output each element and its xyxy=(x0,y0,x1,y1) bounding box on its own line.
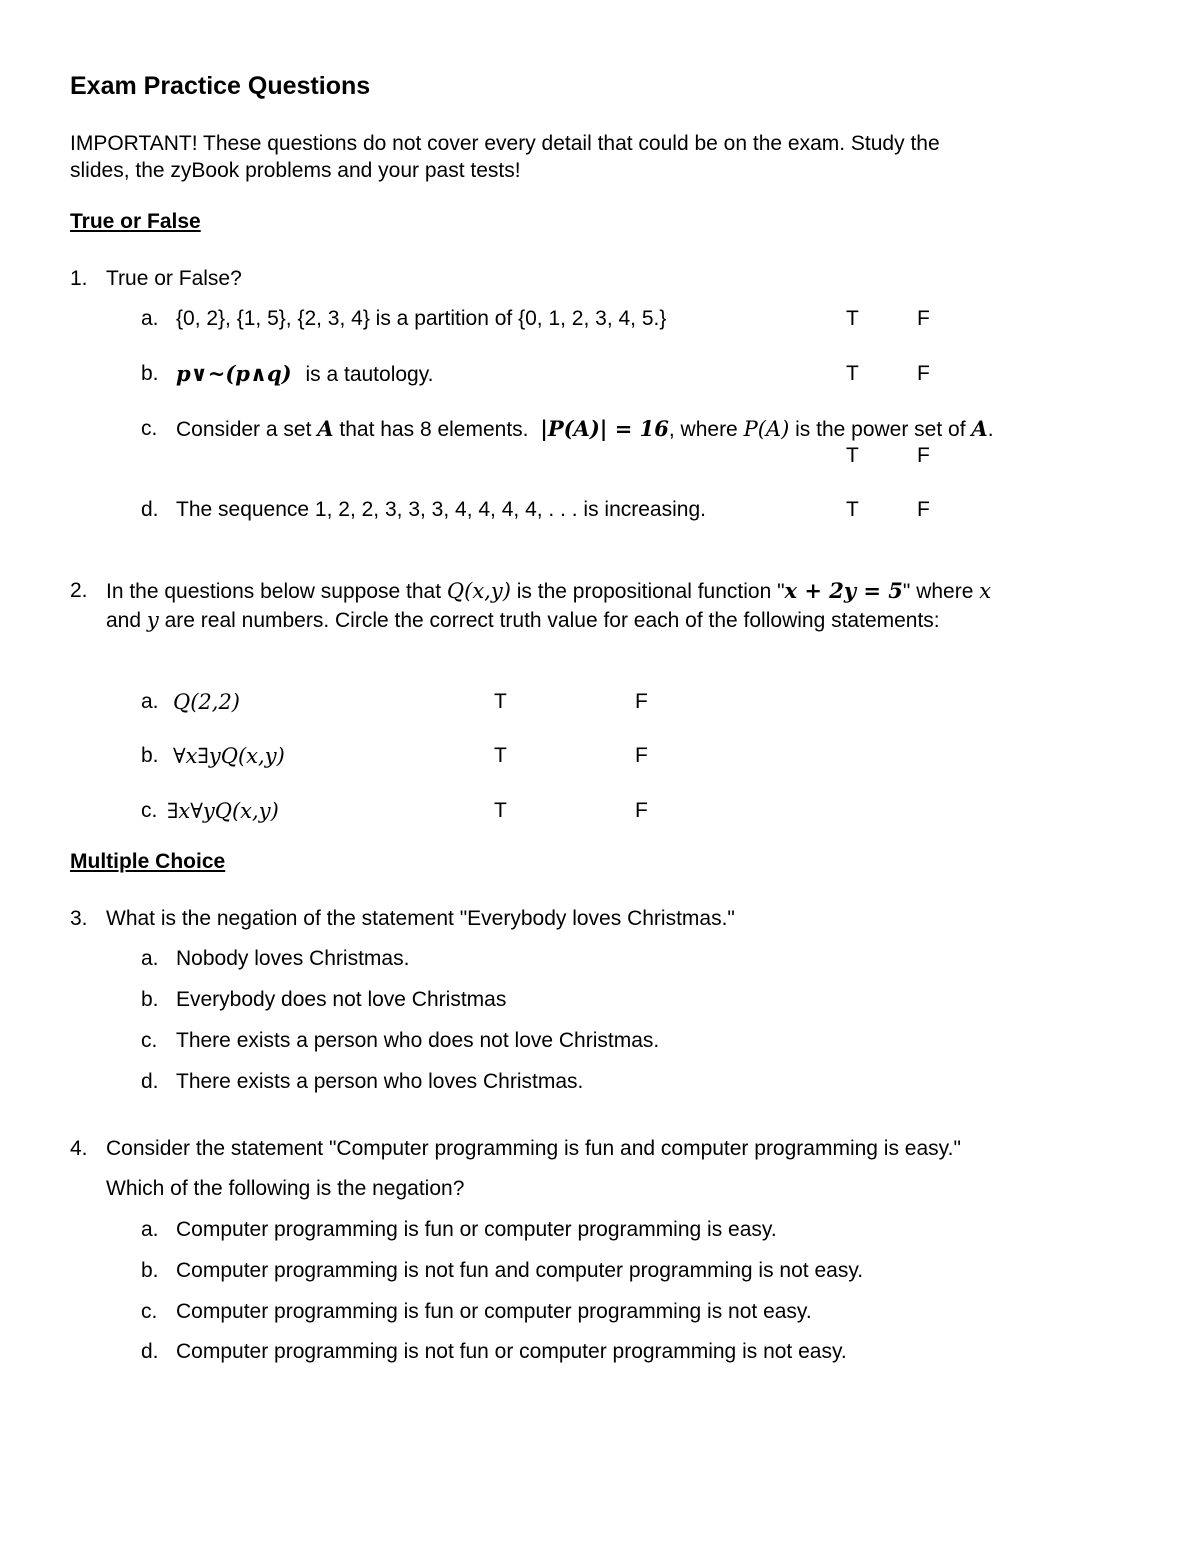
q2c-false[interactable]: F xyxy=(635,799,648,822)
q1b-formula: p∨~(p∧q) xyxy=(176,361,292,386)
question-2-line-1 xyxy=(106,577,991,606)
q1c-true[interactable]: T xyxy=(846,444,859,467)
question-2-line-2 xyxy=(106,606,940,635)
question-4-text-1: Consider the statement "Computer programming is fun and computer programming is easy." xyxy=(106,1137,961,1160)
q1c-statement xyxy=(176,415,994,444)
q4-option-letter: a. xyxy=(141,1218,159,1241)
q2-math-function: Q(x,y) xyxy=(446,579,511,603)
q1b-text: is a tautology. xyxy=(305,363,434,386)
q1c-math-set-2: A xyxy=(971,416,988,441)
q3-option-a[interactable]: Nobody loves Christmas. xyxy=(176,947,410,970)
q3-option-b[interactable]: Everybody does not love Christmas xyxy=(176,988,507,1011)
q4-option-letter: c. xyxy=(141,1300,158,1323)
q2-text-3: " where xyxy=(902,580,974,603)
q2c-true[interactable]: T xyxy=(494,799,507,822)
q3-option-c[interactable]: There exists a person who does not love Christmas. xyxy=(176,1029,660,1052)
q1c-false[interactable]: F xyxy=(917,444,930,467)
question-4-number: 4. xyxy=(70,1137,88,1160)
q1d-text: The sequence 1, 2, 2, 3, 3, 3, 4, 4, 4, 4, . . . is increasing. xyxy=(176,498,706,521)
q1d-true[interactable]: T xyxy=(846,498,859,521)
q2-text-2: is the propositional function " xyxy=(516,580,785,603)
question-1-text: True or False? xyxy=(106,267,242,290)
q1c-text-3: , where xyxy=(668,418,738,441)
q2a-false[interactable]: F xyxy=(635,690,648,713)
intro-line-1: IMPORTANT! These questions do not cover every detail that could be on the exam. Study the xyxy=(70,132,940,155)
q1c-math-cardinality: |P(A)| = 16 xyxy=(540,416,669,441)
q4-option-letter: d. xyxy=(141,1340,159,1363)
q3-option-letter: a. xyxy=(141,947,159,970)
q2b-false[interactable]: F xyxy=(635,744,648,767)
page-title: Exam Practice Questions xyxy=(70,72,371,100)
q3-option-letter: c. xyxy=(141,1029,158,1052)
q1a-text: {0, 2}, {1, 5}, {2, 3, 4} is a partition of {0, 1, 2, 3, 4, 5.} xyxy=(176,307,667,330)
q4-option-letter: b. xyxy=(141,1259,159,1282)
q4-option-a[interactable]: Computer programming is fun or computer programming is easy. xyxy=(176,1218,777,1241)
q1c-letter: c. xyxy=(141,417,158,440)
q1b-letter: b. xyxy=(141,362,159,385)
q2b-formula: ∀x∃yQ(x,y) xyxy=(173,744,285,768)
q4-option-c[interactable]: Computer programming is fun or computer programming is not easy. xyxy=(176,1300,812,1323)
q1c-text-1: Consider a set xyxy=(176,418,312,441)
question-3-text: What is the negation of the statement "Everybody loves Christmas." xyxy=(106,907,735,930)
q1c-text-2: that has 8 elements. xyxy=(339,418,529,441)
q1c-text-5: . xyxy=(987,418,994,441)
question-2-number: 2. xyxy=(70,579,88,602)
section-heading-true-false: True or False xyxy=(70,210,201,233)
q1b-true[interactable]: T xyxy=(846,362,859,385)
q2-math-y: y xyxy=(146,608,159,632)
q2b-true[interactable]: T xyxy=(494,744,507,767)
q1d-false[interactable]: F xyxy=(917,498,930,521)
q3-option-letter: b. xyxy=(141,988,159,1011)
q1c-text-4: is the power set of xyxy=(795,418,966,441)
question-4-text-2: Which of the following is the negation? xyxy=(106,1177,465,1200)
q2a-formula: Q(2,2) xyxy=(173,690,240,714)
q1c-math-set: A xyxy=(317,416,334,441)
q1b-false[interactable]: F xyxy=(917,362,930,385)
q2a-true[interactable]: T xyxy=(494,690,507,713)
q2a-letter: a. xyxy=(141,690,159,713)
q2-math-equation: x + 2y = 5 xyxy=(784,578,903,603)
q1a-letter: a. xyxy=(141,307,159,330)
q4-option-b[interactable]: Computer programming is not fun and computer programming is not easy. xyxy=(176,1259,864,1282)
q1c-math-powerset: P(A) xyxy=(743,417,790,441)
q2-math-x: x xyxy=(979,579,992,603)
q2-text-4: and xyxy=(106,609,142,632)
question-3-number: 3. xyxy=(70,907,88,930)
q1d-letter: d. xyxy=(141,498,159,521)
section-heading-multiple-choice: Multiple Choice xyxy=(70,850,226,873)
q4-option-d[interactable]: Computer programming is not fun or computer programming is not easy. xyxy=(176,1340,847,1363)
q1b-statement xyxy=(176,360,434,389)
q2b-letter: b. xyxy=(141,744,159,767)
q2-text-5: are real numbers. Circle the correct truth value for each of the following statements: xyxy=(164,609,940,632)
q2-text-1: In the questions below suppose that xyxy=(106,580,442,603)
q2c-letter: c. xyxy=(141,799,158,822)
intro-line-2: slides, the zyBook problems and your past tests! xyxy=(70,159,521,182)
q3-option-d[interactable]: There exists a person who loves Christmas. xyxy=(176,1070,584,1093)
question-1-number: 1. xyxy=(70,267,88,290)
q1a-true[interactable]: T xyxy=(846,307,859,330)
q2c-formula: ∃x∀yQ(x,y) xyxy=(167,799,279,823)
q1a-false[interactable]: F xyxy=(917,307,930,330)
q3-option-letter: d. xyxy=(141,1070,159,1093)
